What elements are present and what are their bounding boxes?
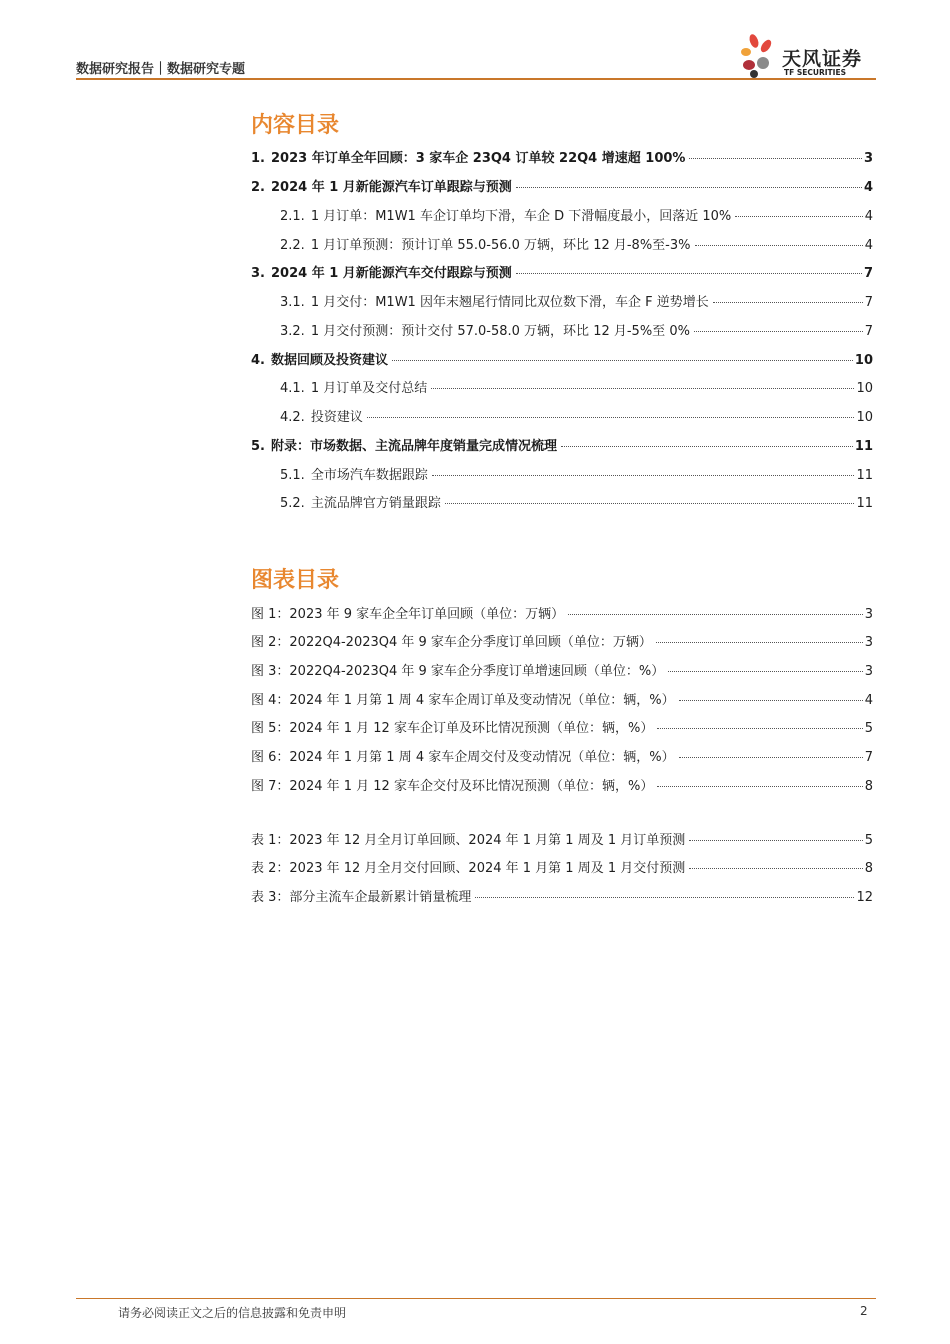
- table-entry[interactable]: 表 2：2023 年 12 月全月交付回顾、2024 年 1 月第 1 周及 1 月交付预测 8: [251, 861, 873, 876]
- toc-subentry[interactable]: 4.2. 投资建议 10: [280, 410, 873, 425]
- table-entry[interactable]: 表 1：2023 年 12 月全月订单回顾、2024 年 1 月第 1 周及 1 月订单预测 5: [251, 833, 873, 848]
- figure-entry[interactable]: 图 3：2022Q4-2023Q4 年 9 家车企分季度订单增速回顾（单位：%） 3: [251, 664, 873, 679]
- figures-title: 图表目录: [251, 568, 340, 593]
- footer-disclaimer: 请务必阅读正文之后的信息披露和免责申明: [118, 1306, 347, 1320]
- figure-entry[interactable]: 图 4：2024 年 1 月第 1 周 4 家车企周订单及变动情况（单位：辆，%） 4: [251, 693, 873, 708]
- figure-entry[interactable]: 图 6：2024 年 1 月第 1 周 4 家车企周交付及变动情况（单位：辆，%） 7: [251, 750, 873, 765]
- toc-subentry[interactable]: 3.1. 1 月交付：M1W1 因年末翘尾行情同比双位数下滑，车企 F 逆势增长 7: [280, 295, 873, 310]
- toc-entry[interactable]: 2. 2024 年 1 月新能源汽车订单跟踪与预测 4: [251, 180, 873, 195]
- figure-entry[interactable]: 图 5：2024 年 1 月 12 家车企订单及环比情况预测（单位：辆，%） 5: [251, 721, 873, 736]
- logo-flower-icon: [736, 30, 782, 80]
- toc-subentry[interactable]: 3.2. 1 月交付预测：预计交付 57.0-58.0 万辆，环比 12 月-5%至 0% 7: [280, 324, 873, 339]
- toc-entry[interactable]: 5. 附录：市场数据、主流品牌年度销量完成情况梳理 11: [251, 439, 873, 454]
- page-number: 2: [860, 1304, 868, 1318]
- toc-subentry[interactable]: 4.1. 1 月订单及交付总结 10: [280, 381, 873, 396]
- toc-entry[interactable]: 3. 2024 年 1 月新能源汽车交付跟踪与预测 7: [251, 266, 873, 281]
- toc-entry[interactable]: 1. 2023 年订单全年回顾：3 家车企 23Q4 订单较 22Q4 增速超 100% 3: [251, 151, 873, 166]
- toc-entry[interactable]: 4. 数据回顾及投资建议 10: [251, 353, 873, 368]
- toc-subentry[interactable]: 5.2. 主流品牌官方销量跟踪 11: [280, 496, 873, 511]
- logo-subtitle: TF SECURITIES: [784, 68, 846, 77]
- toc-subentry[interactable]: 2.2. 1 月订单预测：预计订单 55.0-56.0 万辆，环比 12 月-8%至-3% 4: [280, 238, 873, 253]
- figure-entry[interactable]: 图 7：2024 年 1 月 12 家车企交付及环比情况预测（单位：辆，%） 8: [251, 779, 873, 794]
- toc-subentry[interactable]: 5.1. 全市场汽车数据跟踪 11: [280, 468, 873, 483]
- header-title: 数据研究报告｜数据研究专题: [76, 62, 246, 77]
- figure-entry[interactable]: 图 2：2022Q4-2023Q4 年 9 家车企分季度订单回顾（单位：万辆） 3: [251, 635, 873, 650]
- toc-subentry[interactable]: 2.1. 1 月订单：M1W1 车企订单均下滑，车企 D 下滑幅度最小，回落近 10% 4: [280, 209, 873, 224]
- logo-name: 天风证券: [782, 48, 863, 70]
- table-entry[interactable]: 表 3：部分主流车企最新累计销量梳理 12: [251, 890, 873, 905]
- footer-divider: [76, 1298, 876, 1299]
- toc-title: 内容目录: [251, 113, 340, 138]
- figure-entry[interactable]: 图 1：2023 年 9 家车企全年订单回顾（单位：万辆） 3: [251, 607, 873, 622]
- company-logo: [736, 30, 876, 80]
